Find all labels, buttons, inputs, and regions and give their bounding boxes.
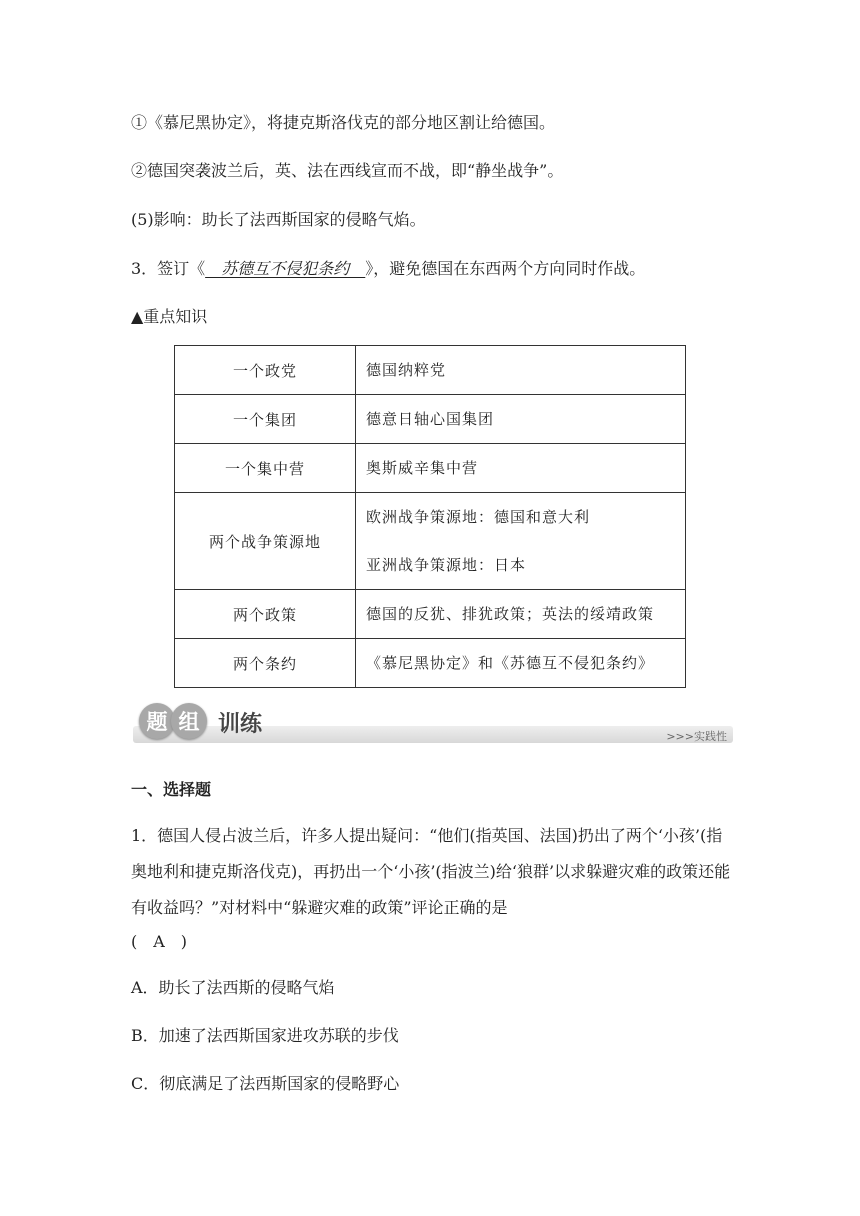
table-row <box>175 639 686 688</box>
table-cell-text: 德意日轴心国集团 <box>366 410 495 428</box>
banner-title: 训练 <box>218 712 263 737</box>
banner-tag: >>>实践性 <box>666 730 727 743</box>
question-1-answer: ( A ) <box>131 932 188 951</box>
banner-badge-ti: 题 <box>139 703 175 739</box>
table-row-label: 一个集中营 <box>175 444 356 493</box>
table-row-content <box>356 346 686 395</box>
note-pact-answer: __苏德互不侵犯条约__ <box>205 259 366 278</box>
option-a: A．助长了法西斯的侵略气焰 <box>131 978 335 997</box>
table-cell-text: 亚洲战争策源地：日本 <box>366 556 527 574</box>
banner-badge-zu: 组 <box>171 703 207 739</box>
key-knowledge-heading: ▲重点知识 <box>131 307 208 326</box>
note-munich: ①《慕尼黑协定》，将捷克斯洛伐克的部分地区割让给德国。 <box>131 113 556 132</box>
practice-banner <box>133 703 733 745</box>
table-row-label: 两个条约 <box>175 639 356 688</box>
table-row-content <box>356 493 686 590</box>
option-b: B．加速了法西斯国家进攻苏联的步伐 <box>131 1026 399 1045</box>
table-row <box>175 444 686 493</box>
question-1-stem: 1．德国人侵占波兰后，许多人提出疑问：“他们(指英国、法国)扔出了两个‘小孩’(指奥地利和捷克斯洛伐克)，再扔出一个‘小孩’(指波兰)给‘狼群’以求躲避灾难的政策还能有收益吗？”对材料中“躲避灾难的政策”评论正确的是 <box>131 826 731 917</box>
table-row-content <box>356 639 686 688</box>
note-phoney-war: ②德国突袭波兰后，英、法在西线宣而不战，即“静坐战争”。 <box>131 161 564 180</box>
table-row-label: 一个政党 <box>175 346 356 395</box>
note-impact: (5)影响：助长了法西斯国家的侵略气焰。 <box>131 210 426 229</box>
table-row <box>175 493 686 590</box>
table-row-label: 两个战争策源地 <box>175 493 356 590</box>
table-row <box>175 346 686 395</box>
table-cell-text: 欧洲战争策源地：德国和意大利 <box>366 508 591 526</box>
table-row-label: 两个政策 <box>175 590 356 639</box>
table-row <box>175 590 686 639</box>
table-cell-text: 德国纳粹党 <box>366 361 447 379</box>
table-row-label: 一个集团 <box>175 395 356 444</box>
section-heading: 一、选择题 <box>131 780 212 799</box>
option-c: C．彻底满足了法西斯国家的侵略野心 <box>131 1074 400 1093</box>
table-cell-text: 德国的反犹、排犹政策；英法的绥靖政策 <box>366 605 655 623</box>
table-row-content <box>356 590 686 639</box>
note-pact-suffix: 》，避免德国在东西两个方向同时作战。 <box>365 259 646 278</box>
table-cell-text: 《慕尼黑协定》和《苏德互不侵犯条约》 <box>366 654 655 672</box>
note-pact-prefix: 3．签订《 <box>131 259 206 278</box>
key-knowledge-table <box>174 345 686 688</box>
table-row-content <box>356 395 686 444</box>
table-row-content <box>356 444 686 493</box>
note-pact <box>131 256 645 279</box>
table-cell-text: 奥斯威辛集中营 <box>366 459 479 477</box>
table-row <box>175 395 686 444</box>
